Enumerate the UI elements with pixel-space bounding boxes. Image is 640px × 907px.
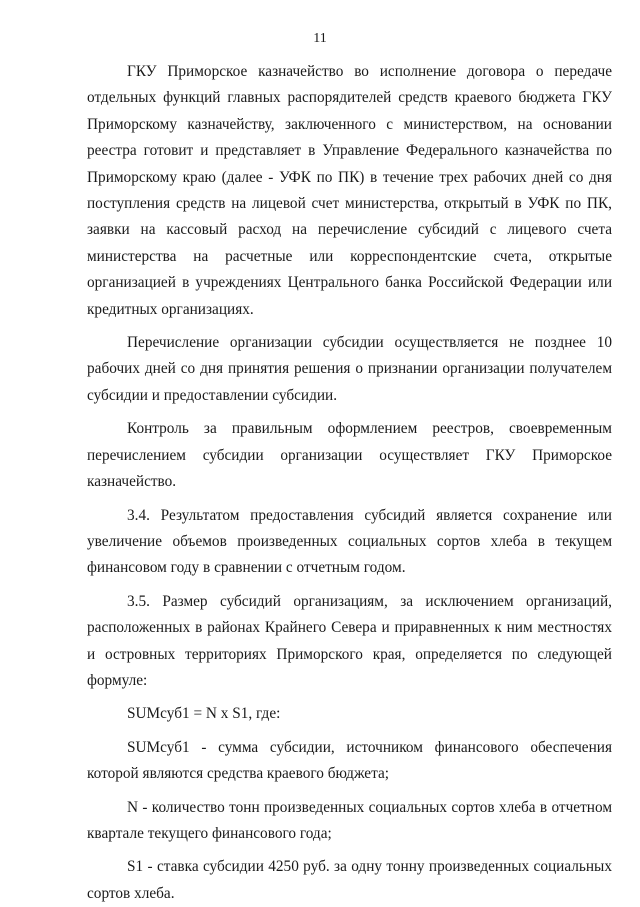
paragraph-treasury-procedure: ГКУ Приморское казначейство во исполнение договора о передаче отдельных функций главных распорядителей средств краевого бюджета ГКУ Приморскому казначейству, заключенного с министерством, на основании реестра готовит и представляет в Управление Федерального казначейства по Приморскому краю (далее - УФК по ПК) в течение трех рабочих дней со дня поступления средств на лицевой счет министерства, открытый в УФК по ПК, заявки на кассовый расход на перечисление субсидий с лицевого счета министерства на расчетные или корреспондентские счета, открытые организацией в учреждениях Центрального банка Российской Федерации или кредитных организациях. — [87, 63, 612, 318]
formula-term-sum: SUMсуб1 - сумма субсидии, источником финансового обеспечения которой являются средства краевого бюджета; — [87, 738, 612, 783]
document-body — [87, 59, 612, 907]
formula-term-n: N - количество тонн произведенных социальных сортов хлеба в отчетном квартале текущего финансового года; — [87, 798, 612, 842]
formula: SUMсуб1 = N x S1, где: — [127, 705, 281, 723]
page-number: 11 — [313, 31, 327, 46]
paragraph-3-5-size: 3.5. Размер субсидий организациям, за исключением организаций, расположенных в районах Крайнего Севера и приравненных к ним местностях и островных территориях Приморского края, определяется по следующей формуле: — [87, 592, 612, 689]
paragraph-transfer-deadline: Перечисление организации субсидии осуществляется не позднее 10 рабочих дней со дня принятия решения о признании организации получателем субсидии и предоставлении субсидии. — [87, 334, 612, 404]
formula-term-s1: S1 - ставка субсидии 4250 руб. за одну тонну произведенных социальных сортов хлеба. — [87, 858, 612, 902]
paragraph-3-4-result: 3.4. Результатом предоставления субсидий является сохранение или увеличение объемов произведенных социальных сортов хлеба в текущем финансовом году в сравнении с отчетным годом. — [87, 506, 612, 577]
paragraph-control: Контроль за правильным оформлением реестров, своевременным перечислением субсидии организации осуществляет ГКУ Приморское казначейство. — [87, 420, 612, 491]
